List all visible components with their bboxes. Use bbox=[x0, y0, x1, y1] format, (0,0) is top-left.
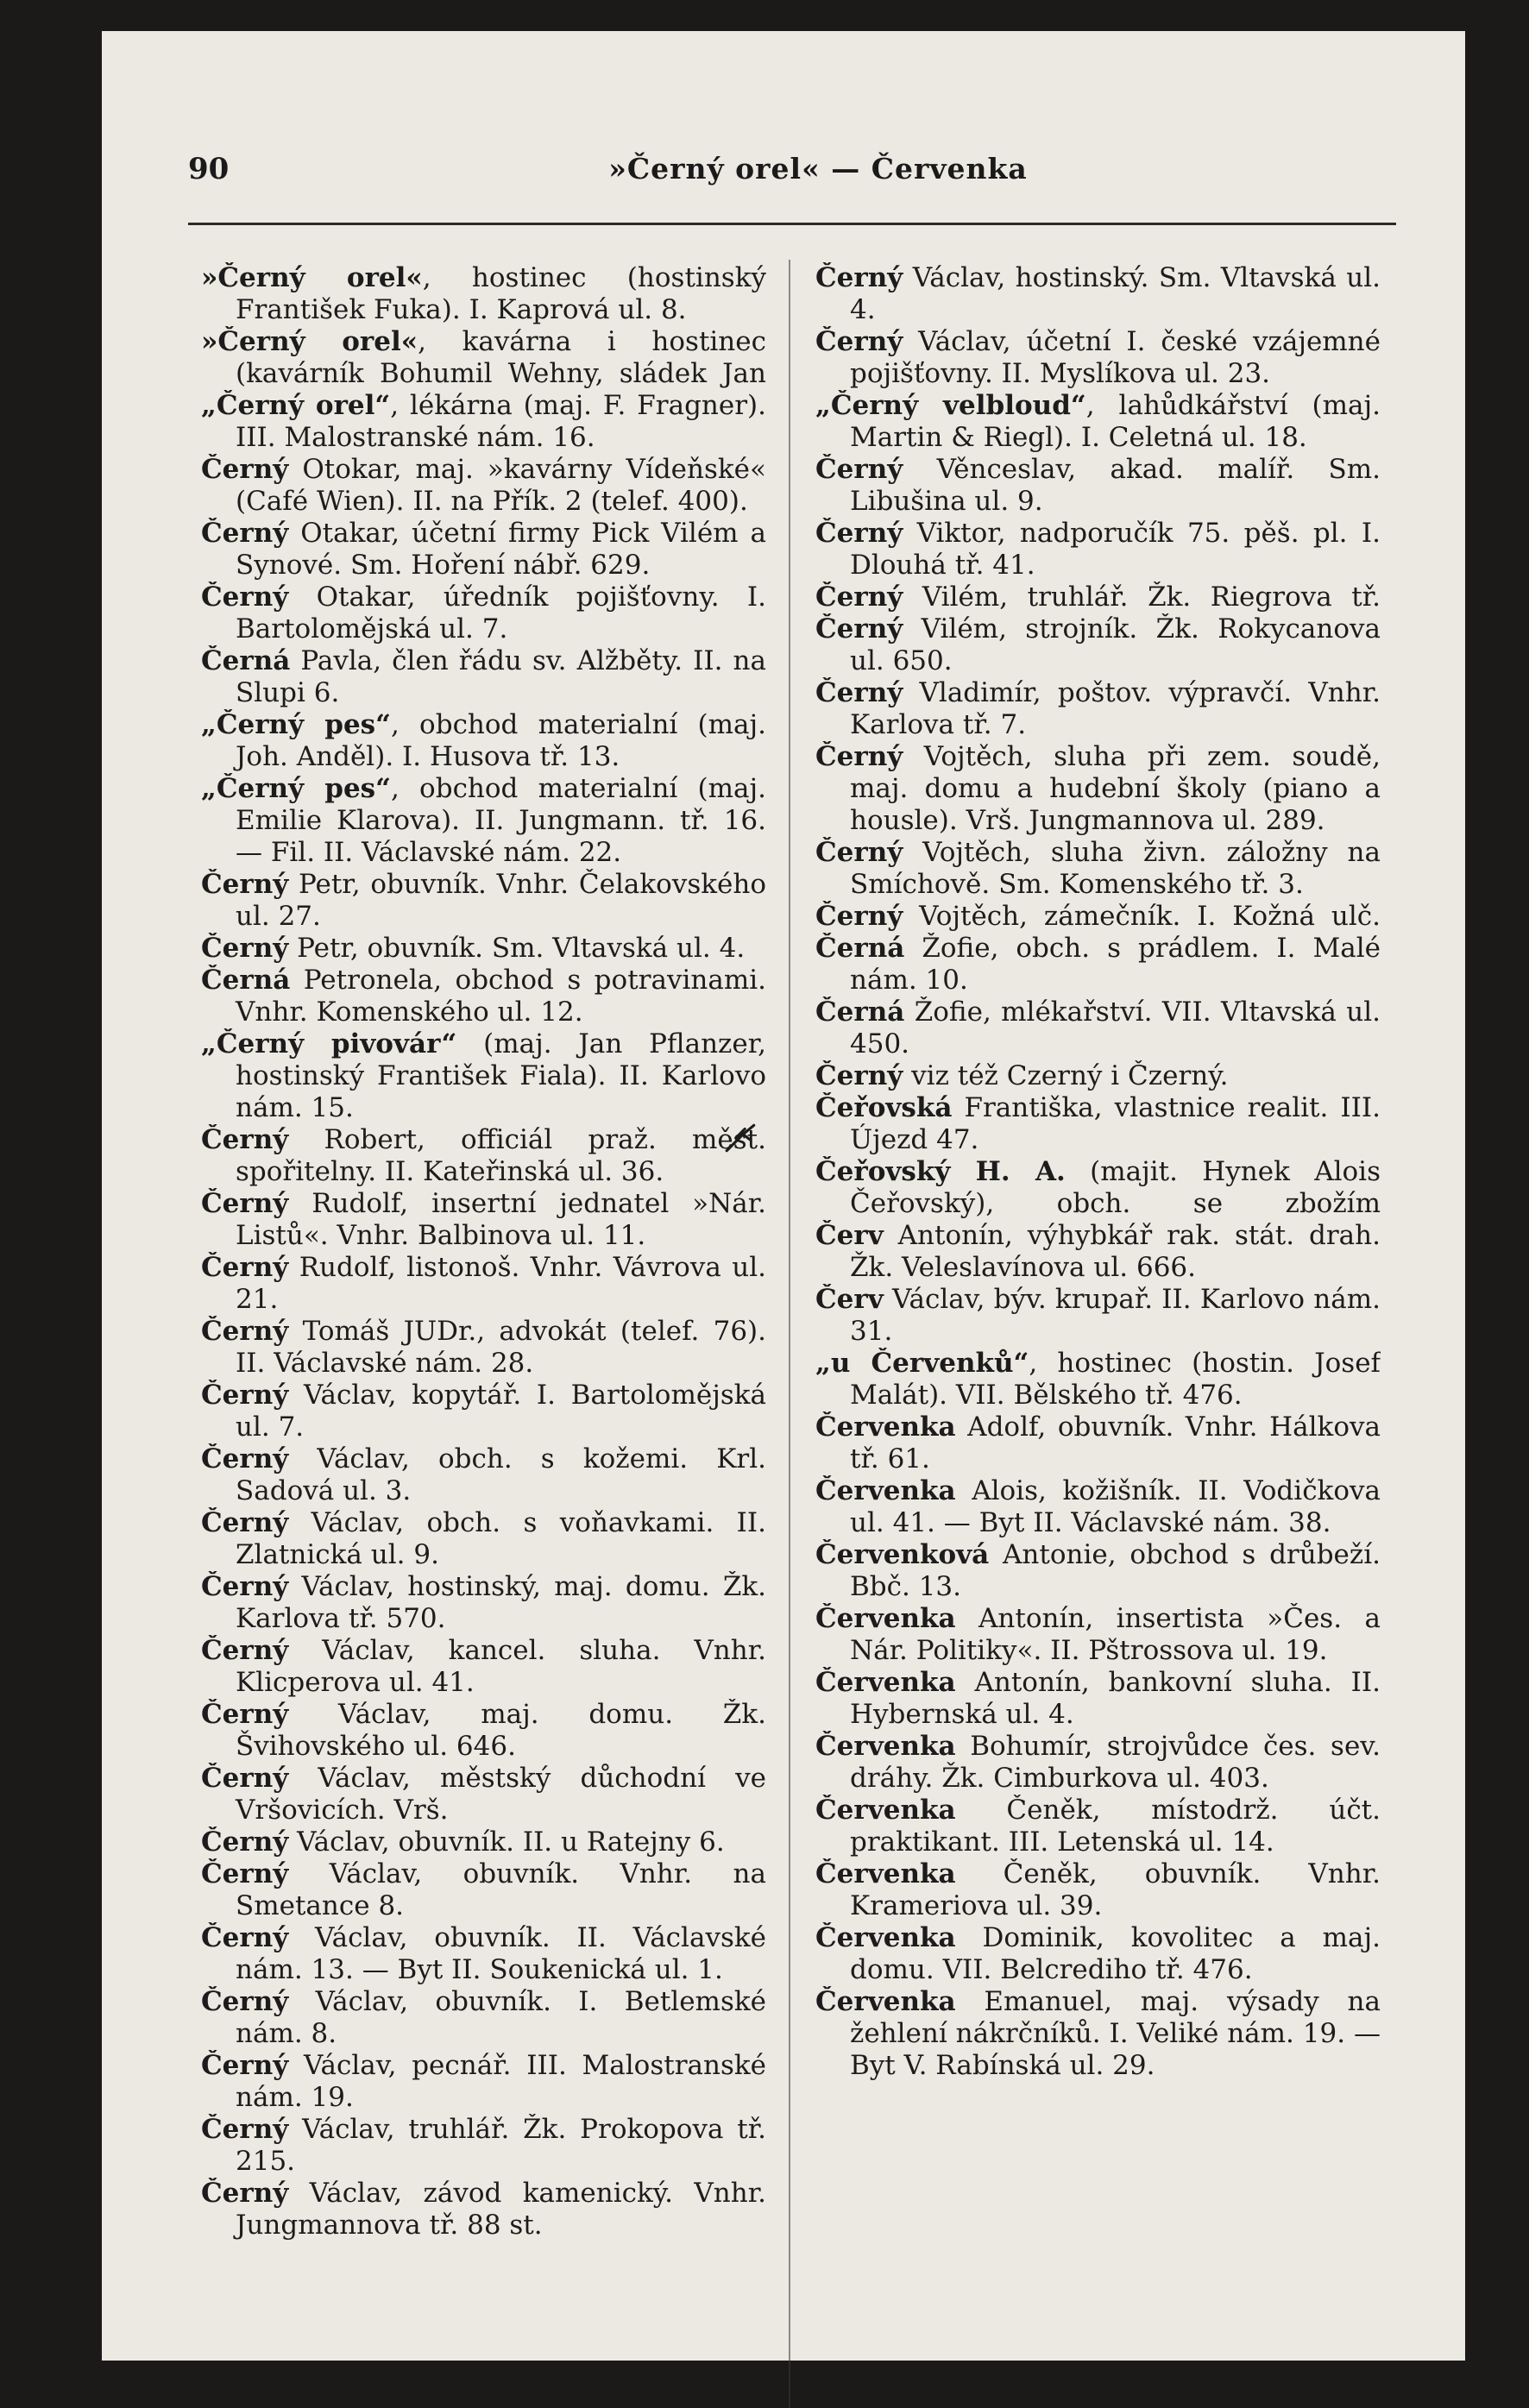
entry-headword: Červenková bbox=[815, 1539, 990, 1570]
directory-entry bbox=[201, 1507, 766, 1571]
entry-headword: Černý bbox=[201, 454, 289, 485]
directory-entry bbox=[201, 1028, 766, 1124]
entry-text: , lékárna (maj. F. Fragner). III. Malostranské nám. 16. bbox=[236, 390, 766, 453]
entry-text: Žofie, mlékařství. VII. Vltavská ul. 450. bbox=[850, 997, 1381, 1059]
entry-headword: Černý bbox=[201, 1380, 289, 1411]
directory-entry bbox=[201, 1443, 766, 1507]
entry-headword: Černý bbox=[815, 613, 903, 644]
directory-entry bbox=[201, 1986, 766, 2050]
entry-text: Václav, obuvník. Vnhr. na Smetance 8. bbox=[236, 1858, 766, 1921]
entry-headword: Červenka bbox=[815, 1731, 956, 1762]
directory-entry bbox=[815, 1539, 1381, 1603]
entry-headword: „Černý pivovár“ bbox=[201, 1028, 457, 1059]
pointing-hand-icon bbox=[723, 1120, 759, 1156]
directory-entry bbox=[201, 1699, 766, 1763]
entry-text: Vilém, strojník. Žk. Rokycanova ul. 650. bbox=[850, 613, 1381, 676]
entry-text: Otokar, maj. »kavárny Vídeňské« (Café Wien). II. na Přík. 2 (telef. 400). bbox=[236, 454, 766, 517]
entry-headword: Černý bbox=[201, 1858, 289, 1889]
entry-text: Václav, maj. domu. Žk. Švihovského ul. 646. bbox=[236, 1699, 766, 1762]
entry-headword: Černý bbox=[815, 741, 903, 772]
entry-headword: Černý bbox=[201, 1986, 289, 2017]
running-header: »Černý orel« — Červenka bbox=[608, 152, 1028, 185]
directory-entry bbox=[815, 1092, 1381, 1156]
directory-entry bbox=[201, 965, 766, 1028]
left-column bbox=[201, 262, 766, 2241]
entry-headword: Černá bbox=[201, 965, 291, 996]
directory-entry bbox=[201, 1252, 766, 1316]
entry-headword: Červenka bbox=[815, 1922, 956, 1953]
entry-headword: Černý bbox=[201, 1699, 289, 1730]
directory-entry bbox=[201, 1635, 766, 1699]
entry-text: Viktor, nadporučík 75. pěš. pl. I. Dlouhá tř. 41. bbox=[850, 518, 1381, 581]
entry-headword: Červenka bbox=[815, 1603, 956, 1634]
entry-headword: Černý bbox=[201, 1252, 289, 1283]
directory-entry bbox=[815, 1475, 1381, 1539]
entry-headword: Černý bbox=[815, 262, 903, 293]
entry-headword: Černý bbox=[201, 582, 289, 613]
entry-text: Čeněk, místodrž. účt. praktikant. III. Letenská ul. 14. bbox=[850, 1795, 1381, 1858]
entry-headword: Černý bbox=[201, 1443, 289, 1474]
directory-entry bbox=[815, 1220, 1381, 1284]
entry-text: Emanuel, maj. výsady na žehlení nákrčníků. I. Veliké nám. 19. — Byt V. Rabínská ul. 29. bbox=[850, 1986, 1381, 2081]
directory-entry bbox=[815, 582, 1381, 613]
entry-text: , hostinec (hostin. Josef Malát). VII. Bělského tř. 476. bbox=[850, 1348, 1381, 1411]
entry-headword: Červenka bbox=[815, 1986, 956, 2017]
entry-text: Antonín, výhybkář rak. stát. drah. Žk. Veleslavínova ul. 666. bbox=[850, 1220, 1381, 1283]
entry-text: Václav, obch. s kožemi. Krl. Sadová ul. 3. bbox=[236, 1443, 766, 1506]
entry-headword: Červenka bbox=[815, 1475, 956, 1506]
directory-entry bbox=[815, 326, 1381, 390]
entry-headword: Černý bbox=[201, 1316, 289, 1347]
entry-headword: Černý bbox=[815, 677, 903, 708]
entry-text: Petronela, obchod s potravinami. Vnhr. Komenského ul. 12. bbox=[236, 965, 766, 1028]
directory-entry bbox=[815, 1858, 1381, 1922]
directory-entry bbox=[815, 613, 1381, 677]
entry-headword: Červ bbox=[815, 1284, 884, 1315]
entry-headword: Černý bbox=[201, 1635, 289, 1666]
directory-entry bbox=[201, 390, 766, 454]
directory-entry bbox=[201, 2050, 766, 2114]
directory-entry bbox=[201, 709, 766, 773]
directory-entry bbox=[815, 1603, 1381, 1667]
entry-headword: Červenka bbox=[815, 1858, 956, 1889]
entry-text: Vojtěch, sluha při zem. soudě, maj. domu a hudební školy (piano a housle). Vrš. Jungmannova ul. 289. bbox=[850, 741, 1381, 836]
directory-entry bbox=[815, 454, 1381, 518]
entry-text: Dominik, kovolitec a maj. domu. VII. Belcrediho tř. 476. bbox=[850, 1922, 1381, 1985]
directory-entry bbox=[815, 1284, 1381, 1348]
entry-text: Vilém, truhlář. Žk. Riegrova tř. bbox=[922, 582, 1381, 613]
entry-headword: Červenka bbox=[815, 1795, 956, 1826]
directory-entry bbox=[201, 1316, 766, 1380]
entry-text: Václav, obuvník. II. Václavské nám. 13. — Byt II. Soukenická ul. 1. bbox=[236, 1922, 766, 1985]
entry-headword: Červenka bbox=[815, 1411, 956, 1443]
entry-text: Václav, býv. krupař. II. Karlovo nám. 31. bbox=[850, 1284, 1381, 1347]
entry-headword: Černý bbox=[815, 454, 903, 485]
entry-headword: „Černý pes“ bbox=[201, 773, 391, 804]
entry-text: viz též Czerný i Čzerný. bbox=[903, 1060, 1229, 1091]
directory-entry bbox=[815, 677, 1381, 741]
entry-headword: Černý bbox=[815, 837, 903, 868]
directory-entry bbox=[201, 1124, 766, 1188]
entry-headword: Černý bbox=[201, 1124, 289, 1155]
directory-entry bbox=[815, 1348, 1381, 1411]
entry-headword: Černá bbox=[201, 645, 291, 676]
entry-headword: Černý bbox=[201, 1922, 289, 1953]
directory-entry bbox=[815, 997, 1381, 1060]
directory-entry bbox=[201, 1380, 766, 1443]
entry-headword: Černý bbox=[815, 518, 903, 549]
directory-entry bbox=[815, 518, 1381, 582]
entry-text: Františka, vlastnice realit. III. Újezd 47. bbox=[850, 1092, 1381, 1155]
entry-text: , obchod materialní (maj. Joh. Anděl). I. Husova tř. 13. bbox=[236, 709, 766, 772]
entry-text: Vladimír, poštov. výpravčí. Vnhr. Karlova tř. 7. bbox=[850, 677, 1381, 740]
entry-headword: Černá bbox=[815, 997, 905, 1028]
entry-text: , kavárna i hostinec (kavárník Bohumil Wehny, sládek Jan bbox=[236, 326, 766, 389]
directory-entry bbox=[201, 582, 766, 645]
directory-entry bbox=[201, 1188, 766, 1252]
entry-text: Václav, pecnář. III. Malostranské nám. 19. bbox=[236, 2050, 766, 2113]
entry-text: Václav, obuvník. II. u Ratejny 6. bbox=[288, 1826, 725, 1858]
entry-text: Čeněk, obuvník. Vnhr. Krameriova ul. 39. bbox=[850, 1858, 1381, 1921]
directory-entry bbox=[815, 1795, 1381, 1858]
entry-headword: Černý bbox=[201, 869, 289, 900]
directory-entry bbox=[201, 326, 766, 390]
entry-headword: »Černý orel« bbox=[201, 262, 423, 293]
entry-headword: Černý bbox=[201, 2178, 289, 2209]
entry-text: Otakar, účetní firmy Pick Vilém a Synové. Sm. Hoření nábř. 629. bbox=[236, 518, 766, 581]
directory-entry bbox=[815, 262, 1381, 326]
directory-entry bbox=[201, 869, 766, 933]
entry-text: Otakar, úředník pojišťovny. I. Bartolomějská ul. 7. bbox=[236, 582, 766, 644]
header-rule bbox=[188, 223, 1396, 225]
entry-text: Václav, účetní I. české vzájemné pojišťovny. II. Myslíkova ul. 23. bbox=[850, 326, 1381, 389]
entry-text: Václav, hostinský, maj. domu. Žk. Karlova tř. 570. bbox=[236, 1571, 766, 1634]
directory-entry bbox=[201, 1922, 766, 1986]
entry-text: Vojtěch, zámečník. I. Kožná ulč. bbox=[919, 901, 1381, 932]
entry-text: Bohumír, strojvůdce čes. sev. dráhy. Žk. Cimburkova ul. 403. bbox=[850, 1731, 1381, 1794]
entry-text: Václav, truhlář. Žk. Prokopova tř. 215. bbox=[236, 2114, 766, 2177]
entry-headword: Černý bbox=[201, 1188, 289, 1219]
entry-headword: »Černý orel« bbox=[201, 326, 418, 357]
entry-headword: Černý bbox=[201, 1507, 289, 1538]
entry-text: (maj. Jan Pflanzer, hostinský František Fiala). II. Karlovo nám. 15. bbox=[236, 1028, 766, 1123]
entry-text: (majit. Hynek Alois Čeřovský), obch. se zbožím bbox=[850, 1156, 1381, 1219]
directory-entry bbox=[201, 1763, 766, 1826]
entry-headword: „Černý velbloud“ bbox=[815, 390, 1086, 421]
entry-text: Věnceslav, akad. malíř. Sm. Libušina ul. 9. bbox=[850, 454, 1381, 517]
entry-headword: Černá bbox=[815, 933, 905, 964]
directory-entry bbox=[201, 454, 766, 518]
entry-text: Antonie, obchod s drůbeží. Bbč. 13. bbox=[850, 1539, 1381, 1602]
directory-entry bbox=[815, 1667, 1381, 1731]
directory-entry bbox=[201, 773, 766, 869]
entry-text: Vojtěch, sluha živn. záložny na Smíchově. Sm. Komenského tř. 3. bbox=[850, 837, 1381, 900]
directory-entry bbox=[815, 1731, 1381, 1795]
page-number: 90 bbox=[188, 152, 230, 186]
entry-headword: Červenka bbox=[815, 1667, 956, 1698]
entry-headword: Černý bbox=[201, 1571, 289, 1602]
directory-entry bbox=[201, 1571, 766, 1635]
right-column bbox=[815, 262, 1381, 2082]
entry-headword: „Černý pes“ bbox=[201, 709, 391, 740]
entry-text: Antonín, insertista »Čes. a Nár. Politiky«. II. Pštrossova ul. 19. bbox=[850, 1603, 1381, 1666]
entry-text: , obchod materialní (maj. Emilie Klarova). II. Jungmann. tř. 16. — Fil. II. Václavské nám. 22. bbox=[236, 773, 766, 868]
directory-page bbox=[102, 31, 1465, 2361]
entry-headword: Černý bbox=[201, 933, 289, 964]
entry-text: Rudolf, insertní jednatel »Nár. Listů«. Vnhr. Balbinova ul. 11. bbox=[236, 1188, 766, 1251]
entry-text: Václav, kopytář. I. Bartolomějská ul. 7. bbox=[236, 1380, 766, 1443]
entry-headword: Černý bbox=[201, 518, 289, 549]
directory-entry bbox=[815, 933, 1381, 997]
entry-text: , lahůdkářství (maj. Martin & Riegl). I. Celetná ul. 18. bbox=[850, 390, 1381, 453]
directory-entry bbox=[201, 518, 766, 582]
entry-text: Václav, kancel. sluha. Vnhr. Klicperova ul. 41. bbox=[236, 1635, 766, 1698]
entry-text: Tomáš JUDr., advokát (telef. 76). II. Václavské nám. 28. bbox=[236, 1316, 766, 1379]
entry-text: Adolf, obuvník. Vnhr. Hálkova tř. 61. bbox=[850, 1411, 1381, 1474]
entry-text: Petr, obuvník. Vnhr. Čelakovského ul. 27. bbox=[236, 869, 766, 932]
entry-headword: Černý bbox=[201, 2050, 289, 2081]
entry-headword: Červ bbox=[815, 1220, 884, 1251]
directory-entry bbox=[815, 390, 1381, 454]
entry-text: Antonín, bankovní sluha. II. Hybernská ul. 4. bbox=[850, 1667, 1381, 1730]
entry-headword: Černý bbox=[201, 1763, 289, 1794]
entry-text: Václav, závod kamenický. Vnhr. Jungmannova tř. 88 st. bbox=[236, 2178, 766, 2241]
entry-text: Rudolf, listonoš. Vnhr. Vávrova ul. 21. bbox=[236, 1252, 766, 1315]
entry-headword: Černý bbox=[815, 326, 903, 357]
entry-headword: „u Červenků“ bbox=[815, 1348, 1029, 1379]
directory-entry bbox=[815, 1156, 1381, 1220]
directory-entry bbox=[201, 933, 766, 965]
entry-headword: „Černý orel“ bbox=[201, 390, 391, 421]
directory-entry bbox=[815, 1986, 1381, 2082]
entry-text: Václav, obuvník. I. Betlemské nám. 8. bbox=[236, 1986, 766, 2049]
directory-entry bbox=[201, 645, 766, 709]
directory-entry bbox=[201, 1858, 766, 1922]
entry-text: , hostinec (hostinský František Fuka). I. Kaprová ul. 8. bbox=[236, 262, 766, 325]
entry-text: Žofie, obch. s prádlem. I. Malé nám. 10. bbox=[850, 933, 1381, 996]
entry-headword: Čeřovský H. A. bbox=[815, 1156, 1066, 1187]
entry-headword: Černý bbox=[815, 901, 903, 932]
entry-text: Petr, obuvník. Sm. Vltavská ul. 4. bbox=[288, 933, 746, 964]
entry-headword: Černý bbox=[815, 1060, 903, 1091]
entry-text: Robert, officiál praž. měst. spořitelny. II. Kateřinská ul. 36. bbox=[236, 1124, 766, 1187]
entry-text: Václav, obch. s voňavkami. II. Zlatnická ul. 9. bbox=[236, 1507, 766, 1570]
directory-entry bbox=[815, 1411, 1381, 1475]
directory-entry bbox=[815, 741, 1381, 837]
column-divider bbox=[789, 260, 790, 2408]
entry-headword: Černý bbox=[815, 582, 903, 613]
directory-entry bbox=[201, 262, 766, 326]
entry-headword: Černý bbox=[201, 2114, 289, 2145]
directory-entry bbox=[815, 901, 1381, 933]
entry-text: Alois, kožišník. II. Vodičkova ul. 41. — Byt II. Václavské nám. 38. bbox=[850, 1475, 1381, 1538]
entry-text: Václav, hostinský. Sm. Vltavská ul. 4. bbox=[850, 262, 1381, 325]
entry-text: Václav, městský důchodní ve Vršovicích. Vrš. bbox=[236, 1763, 766, 1826]
directory-entry bbox=[201, 1826, 766, 1858]
directory-entry bbox=[815, 1060, 1381, 1092]
directory-entry bbox=[815, 1922, 1381, 1986]
entry-headword: Čeřovská bbox=[815, 1092, 953, 1123]
directory-entry bbox=[201, 2114, 766, 2178]
directory-entry bbox=[815, 837, 1381, 901]
directory-entry bbox=[201, 2178, 766, 2241]
entry-headword: Černý bbox=[201, 1826, 289, 1858]
entry-text: Pavla, člen řádu sv. Alžběty. II. na Slupi 6. bbox=[236, 645, 766, 708]
